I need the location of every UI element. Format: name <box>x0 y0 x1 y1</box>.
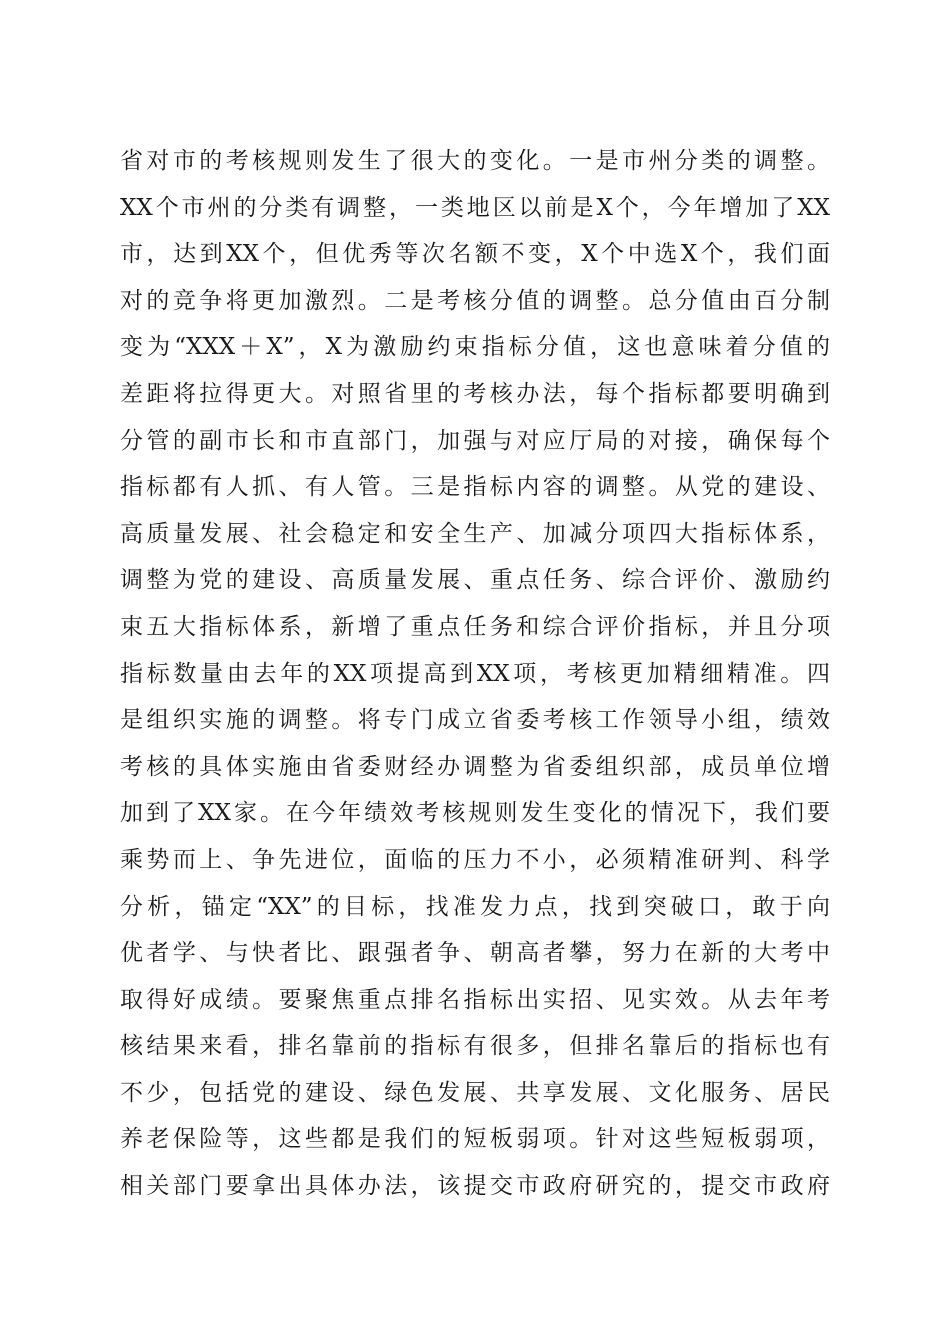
text-line-17: 分析，锚定“XX”的目标，找准发力点，找到突破口，敢于向 <box>120 893 830 920</box>
text-line-15: 加到了XX家。在今年绩效考核规则发生变化的情况下，我们要 <box>120 800 830 827</box>
text-line-21: 不少，包括党的建设、绿色发展、共享发展、文化服务、居民 <box>120 1079 830 1106</box>
body-text <box>120 138 830 1210</box>
text-line-22: 养老保险等，这些都是我们的短板弱项。针对这些短板弱项， <box>120 1126 830 1153</box>
text-line-10: 调整为党的建设、高质量发展、重点任务、综合评价、激励约 <box>120 567 830 594</box>
text-line-11: 束五大指标体系，新增了重点任务和综合评价指标，并且分项 <box>120 613 830 640</box>
text-line-19: 取得好成绩。要聚焦重点排名指标出实招、见实效。从去年考 <box>120 986 830 1013</box>
text-line-3: 市，达到XX个，但优秀等次名额不变，X个中选X个，我们面 <box>120 241 830 268</box>
text-line-7: 分管的副市长和市直部门，加强与对应厅局的对接，确保每个 <box>120 427 830 454</box>
text-line-4: 对的竞争将更加激烈。二是考核分值的调整。总分值由百分制 <box>120 287 830 314</box>
text-line-13: 是组织实施的调整。将专门成立省委考核工作领导小组，绩效 <box>120 707 830 734</box>
text-line-18: 优者学、与快者比、跟强者争、朝高者攀，努力在新的大考中 <box>120 940 830 967</box>
text-line-5: 变为“XXX＋X”，X为激励约束指标分值，这也意味着分值的 <box>120 334 830 361</box>
text-line-8: 指标都有人抓、有人管。三是指标内容的调整。从党的建设、 <box>120 474 830 501</box>
text-line-1: 省对市的考核规则发生了很大的变化。一是市州分类的调整。 <box>120 148 830 174</box>
text-line-6: 差距将拉得更大。对照省里的考核办法，每个指标都要明确到 <box>120 380 830 407</box>
text-line-9: 高质量发展、社会稳定和安全生产、加减分项四大指标体系， <box>120 520 830 547</box>
text-line-20: 核结果来看，排名靠前的指标有很多，但排名靠后的指标也有 <box>120 1033 830 1060</box>
text-line-16: 乘势而上、争先进位，面临的压力不小，必须精准研判、科学 <box>120 846 830 873</box>
text-line-12: 指标数量由去年的XX项提高到XX项，考核更加精细精准。四 <box>120 660 830 687</box>
text-line-23: 相关部门要拿出具体办法，该提交市政府研究的，提交市政府 <box>120 1173 830 1200</box>
text-line-14: 考核的具体实施由省委财经办调整为省委组织部，成员单位增 <box>120 753 830 780</box>
text-line-2: XX个市州的分类有调整，一类地区以前是X个，今年增加了XX <box>120 194 830 221</box>
